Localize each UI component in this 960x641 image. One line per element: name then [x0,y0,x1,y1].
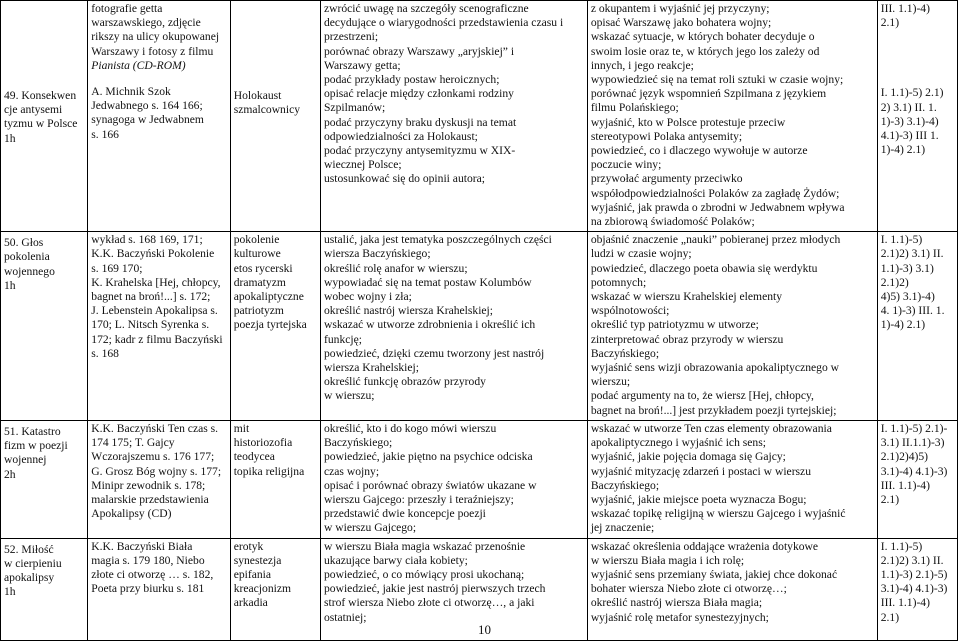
text-line: etos rycerski [233,261,293,275]
text-line: erotyk [233,539,264,553]
text-line: jej znaczenie; [590,521,655,535]
text-line: wyjaśnić, jakie pojęcia domaga się Gajcy; [590,450,786,464]
procedures-cell [320,232,587,421]
text-line: wskazać topikę religijną w wierszu Gajcego i wyjaśnić [590,507,846,521]
text-line: poezja tyrtejska [233,318,307,332]
text-line: K.K. Baczyński Pokolenie [91,247,215,261]
text-line: wojennej [4,453,47,467]
text-line: określić nastrój wiersza Krahelskiej; [323,304,493,318]
text-line: wierszu Gajcego: przeszły i teraźniejszy; [323,492,514,506]
text-line: synagoga w Jedwabnem [91,113,204,127]
curriculum-refs-cell [877,538,957,640]
text-line: ustalić, jaka jest tematyka poszczególnych części [323,233,552,247]
text-line: s. 169 170; [91,261,143,275]
text-line: 2.1)2) 3.1) II. [880,247,944,261]
text-line: funkcję; [323,332,362,346]
text-line: apokaliptycznego i wyjaśnić ich sens; [590,436,766,450]
sources-cell [88,420,230,538]
procedures-cell [320,1,587,232]
text-line: podać przykłady postaw heroicznych; [323,73,500,87]
text-line: porównać obrazy Warszawy „aryjskiej” i [323,44,515,58]
lesson-topic-cell [1,1,88,232]
text-line: 49. Konsekwen [4,89,77,102]
text-line: wiersza Baczyńskiego; [323,247,431,261]
text-line: malarskie przedstawienia [91,492,209,506]
sources-cell [88,538,230,640]
text-line: epifania [233,567,272,581]
text-line: topika religijna [233,464,305,478]
text-line: 3.1)-4) 4.1)-3) [880,582,948,596]
text-line: stereotypowi Polaka antysemity; [590,129,743,143]
text-line: podać przyczyny antysemityzmu w XIX- [323,144,516,158]
text-line: podać przyczyny braku dyskusji na temat [323,115,517,129]
concepts-cell [230,538,320,640]
curriculum-refs-cell [877,1,957,232]
text-line: wierszu; [590,375,631,389]
text-line: 1)-4) 2.1) [880,143,926,157]
text-line: poczucie winy; [590,158,662,172]
text-line: wyjaśnić mityzację zdarzeń i postaci w wierszu [590,464,812,478]
text-line: I. 1.1)-5) [880,233,923,247]
table-row [1,1,958,232]
text-line: decydujące o wiarygodności przedstawienia czasu i [323,16,564,30]
text-line: przedstawić dwie koncepcje poezji [323,507,486,521]
text-line: odpowiedzialności za Holokaust; [323,129,478,143]
text-line: 170; L. Nitsch Syrenka s. [91,318,210,332]
text-line: określić, kto i do kogo mówi wierszu [323,421,497,435]
text-line: 50. Głos [4,236,44,250]
text-line: 2h [4,467,16,481]
lesson-topic-cell [1,538,88,640]
text-line: swoim losie oraz te, w których jego los zależy od [590,44,820,58]
text-line: historiozofia [233,436,293,450]
text-line: bohater wiersza Niebo złote ci otworzę…; [590,582,787,596]
text-line: 2.1)2) 3.1) II. [880,553,944,567]
text-line: określić typ patriotyzmu w utworze; [590,318,759,332]
text-line: Jedwabnego s. 164 166; [91,99,203,113]
text-line: powiedzieć, jakie jest nastrój pierwszych trzech [323,582,546,596]
text-line: opisać relacje między członkami rodziny [323,87,514,101]
text-line: K.K. Baczyński Biała [91,539,193,553]
text-line: szmalcownicy [233,103,301,117]
text-line: 1h [4,131,16,145]
text-line: wskazać w utworze zdrobnienia i określić ich [323,318,536,332]
text-line: 52. Miłość [4,542,54,556]
text-line: na zbiorową świadomość Polaków; [590,215,755,229]
text-line: Minipr zewodnik s. 178; [91,478,206,492]
text-line: 1.1)-3) 2.1)-5) [880,567,948,581]
text-line: A. Michnik Szok [91,85,171,99]
text-line: wskazać określenia oddające wrażenia dotykowe [590,539,819,553]
text-line: wiecznej Polsce; [323,158,402,172]
text-line: wypowiadać się na temat postaw Kolumbów [323,275,532,289]
concepts-cell [230,420,320,538]
text-line: warszawskiego, zdjęcie [91,16,201,30]
text-line: wojennego [4,264,55,278]
text-line: Warszawy i fotosy z filmu [91,44,214,58]
text-line: fizm w poezji [4,439,68,453]
text-line: wskazać w wierszu Krahelskiej elementy [590,290,783,304]
text-line: cje antysemi [4,103,63,117]
text-line: potomnych; [590,275,647,289]
text-line: bagnet na broń!...] s. 172; [91,290,211,304]
concepts-cell [230,232,320,421]
text-line: wyjaśnić sens wizji obrazowania apokaliptycznego w [590,361,840,375]
text-line: ludzi w czasie wojny; [590,247,692,261]
text-line: Warszawy getta; [323,58,401,72]
text-line: III. 1.1)-4) [880,2,930,15]
text-line: wobec wojny i zła; [323,290,412,304]
text-line: wiersza Krahelskiej; [323,361,419,375]
text-line: Baczyńskiego; [590,346,660,360]
page-number: 10 [478,622,491,637]
text-line: Wczorajszemu s. 176 177; [91,450,215,464]
text-line: III. 1.1)-4) [880,596,930,610]
text-line: w wierszu Biała magia i ich rolę; [590,553,745,567]
text-line: mit [233,421,250,435]
curriculum-refs-cell [877,232,957,421]
text-line: magia s. 179 180, Niebo [91,553,205,567]
text-line: wyjaśnić, jak prawda o zbrodni w Jedwabnem wpływa [590,200,845,214]
text-line: opisać Warszawę jako bohatera wojny; [590,16,772,30]
text-line: teodycea [233,450,275,464]
text-line: wspólnotowości; [590,304,670,318]
lesson-topic-cell [1,232,88,421]
text-line: powiedzieć, o co mówiący prosi ukochaną; [323,567,525,581]
text-line: 4)5) 3.1)-4) [880,290,935,304]
text-line: Apokalipsy (CD) [91,507,172,521]
text-line: 1h [4,585,16,599]
text-line: innych, i jego reakcje; [590,58,694,72]
text-line: wyjaśnić rolę metafor synestezyjnych; [590,610,769,624]
text-line: wskazać sytuacje, w których bohater decyduje o [590,30,815,44]
text-line: s. 168 [91,346,119,360]
text-line: 1)-4) 2.1) [880,318,926,332]
text-line: powiedzieć, dzięki czemu tworzony jest nastrój [323,346,545,360]
text-line: synestezja [233,553,282,567]
text-line: Poeta przy biurku s. 181 [91,582,205,596]
goals-cell [587,420,877,538]
text-line: przywołać argumenty przeciwko [590,172,743,186]
text-line: Holokaust [233,89,282,102]
text-line: 1h [4,278,16,292]
text-line: wskazać w utworze Ten czas elementy obrazowania [590,421,832,435]
goals-cell [587,232,877,421]
text-line: opisać i porównać obrazy światów ukazane w [323,478,537,492]
text-line: kreacjonizm [233,582,291,596]
text-line: arkadia [233,596,268,610]
text-line: Baczyńskiego; [323,436,393,450]
text-line: I. 1.1)-5) [880,539,923,553]
table-row [1,232,958,421]
text-line: dramatyzm [233,275,286,289]
procedures-cell [320,538,587,640]
text-line: G. Grosz Bóg wojny s. 177; [91,464,222,478]
text-line: Szpilmanów; [323,101,386,115]
text-line: pokolenia [4,250,50,264]
text-line: Baczyńskiego; [590,478,660,492]
text-line: współodpowiedzialności Polaków za zagładę Żydów; [590,186,840,200]
text-line: Pianista (CD-ROM) [91,58,186,72]
sources-cell [88,232,230,421]
text-line: 4.1)-3) III 1. [880,129,939,143]
text-line: zinterpretować obraz przyrody w wierszu [590,332,784,346]
text-line: określić rolę anafor w wierszu; [323,261,468,275]
text-line: bagnet na broń!...] jest przykładem poezji tyrtejskiej; [590,403,837,417]
goals-cell [587,538,877,640]
text-line: w wierszu Gajcego; [323,521,417,535]
text-line: K.K. Baczyński Ten czas s. [91,421,219,435]
text-line: ukazujące barwy ciała kobiety; [323,553,468,567]
text-line: 3.1) II.1.1)-3) [880,436,945,450]
text-line: wypowiedzieć się na temat roli sztuki w czasie wojny; [590,73,844,87]
text-line: wyjaśnić, kto w Polsce protestuje przeciw [590,115,786,129]
text-line: objaśnić znaczenie „nauki” pobieranej przez młodych [590,233,841,247]
text-line: określić funkcję obrazów przyrody [323,375,486,389]
text-line: porównać język wspomnień Szpilmana z językiem [590,87,827,101]
text-line: strof wiersza Niebo złote ci otworzę…, a jaki [323,596,535,610]
lesson-topic-cell [1,420,88,538]
table-row [1,420,958,538]
text-line: kulturowe [233,247,281,261]
goals-cell [587,1,877,232]
text-line: zwrócić uwagę na szczegóły scenograficzne [323,2,529,15]
text-line: ostatniej; [323,610,367,624]
text-line: wykład s. 168 169, 171; [91,233,203,247]
text-line: wyjaśnić, jakie miejsce poeta wyznacza Bogu; [590,492,807,506]
text-line: 1.1)-3) 3.1) 2.1)2) [880,261,934,289]
text-line: apokaliptyczne [233,290,304,304]
text-line: filmu Polańskiego; [590,101,679,115]
sources-cell [88,1,230,232]
text-line: I. 1.1)-5) 2.1)- [880,421,948,435]
text-line: ustosunkować się do opinii autora; [323,172,485,186]
text-line: powiedzieć, jakie piętno na psychice odciska [323,450,533,464]
text-line: 51. Katastro [4,424,61,438]
text-line: patriotyzm [233,304,284,318]
text-line: 1)-3) 3.1)-4) [880,114,939,128]
text-line: rikszy na ulicy okupowanej [91,30,220,44]
text-line: 2.1) [880,16,900,30]
text-line: J. Lebenstein Apokalipsa s. [91,304,218,318]
text-line: określić nastrój wiersza Biała magia; [590,596,763,610]
text-line: I. 1.1)-5) 2.1) [880,86,944,100]
text-line: III. 1.1)-4) [880,478,930,492]
text-line: w wierszu Biała magia wskazać przenośnie [323,539,526,553]
text-line: powiedzieć, dlaczego poeta obawia się werdyktu [590,261,818,275]
text-line: 2.1) [880,492,900,506]
procedures-cell [320,420,587,538]
text-line: s. 166 [91,127,119,141]
text-line: wyjaśnić sens przemiany świata, jakiej chce dokonać [590,567,838,581]
concepts-cell [230,1,320,232]
text-line: przestrzeni; [323,30,379,44]
text-line: 4. 1)-3) III. 1. [880,304,945,318]
text-line: podać argumenty na to, że wiersz [Hej, chłopcy, [590,389,814,403]
text-line: złote ci otworzę … s. 182, [91,567,214,581]
text-line: z okupantem i wyjaśnić jej przyczyny; [590,2,770,15]
text-line: 3.1)-4) 4.1)-3) [880,464,948,478]
text-line: fotografie getta [91,2,163,15]
text-line: w cierpieniu [4,556,62,570]
text-line: apokalipsy [4,570,55,584]
text-line: czas wojny; [323,464,380,478]
curriculum-refs-cell [877,420,957,538]
text-line: 2.1)2)4)5) [880,450,929,464]
text-line: tyzmu w Polsce [4,117,78,131]
text-line: pokolenie [233,233,280,247]
text-line: 174 175; T. Gajcy [91,436,175,450]
text-line: w wierszu; [323,389,375,403]
text-line: powiedzieć, co i dlaczego wywołuje w autorze [590,144,808,158]
text-line: K. Krahelska [Hej, chłopcy, [91,275,221,289]
text-line: 2) 3.1) II. 1. [880,100,937,114]
text-line: 2.1) [880,610,900,624]
text-line: 172; kadr z filmu Baczyński [91,332,223,346]
